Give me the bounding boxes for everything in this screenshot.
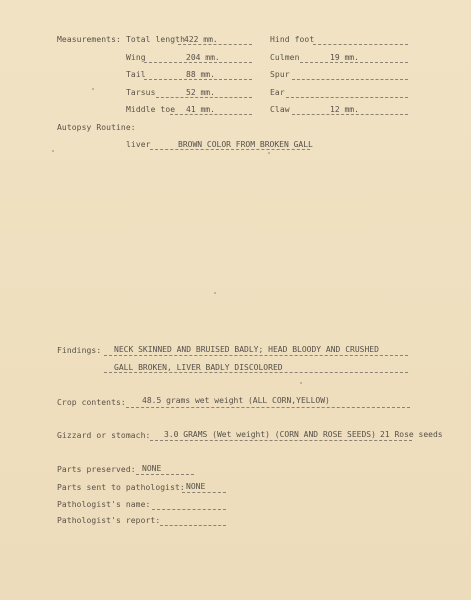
culmen-value: 19 mm. xyxy=(330,53,359,62)
total-length-label: Total length xyxy=(126,35,185,44)
autopsy-heading: Autopsy Routine: xyxy=(57,123,136,132)
findings-value-1: NECK SKINNED AND BRUISED BADLY; HEAD BLOODY AND CRUSHED xyxy=(114,345,379,354)
ear-line xyxy=(286,97,408,98)
parts-preserved-value: NONE xyxy=(142,464,162,473)
gizzard-label: Gizzard or stomach: xyxy=(57,431,151,440)
middle-toe-label: Middle toe xyxy=(126,105,176,114)
measurements-heading: Measurements: xyxy=(57,35,121,44)
parts-sent-value: NONE xyxy=(186,482,206,491)
liver-label: liver xyxy=(126,140,151,149)
claw-label: Claw xyxy=(270,105,290,114)
hind-foot-label: Hind foot xyxy=(270,35,315,44)
total-length-value: 422 mm. xyxy=(184,35,218,44)
crop-label: Crop contents: xyxy=(57,398,126,407)
culmen-label: Culmen xyxy=(270,53,300,62)
paper-speck xyxy=(92,88,94,90)
parts-preserved-line xyxy=(136,474,194,475)
parts-preserved-label: Parts preserved: xyxy=(57,465,136,474)
pathologist-report-line xyxy=(160,525,226,526)
findings-label: Findings: xyxy=(57,346,102,355)
gizzard-line xyxy=(150,440,412,441)
gizzard-extra: 21 Rose seeds xyxy=(380,430,443,439)
tarsus-value: 52 mm. xyxy=(186,88,215,97)
findings-value-2: GALL BROKEN, LIVER BADLY DISCOLORED xyxy=(114,363,283,372)
pathologist-name-line xyxy=(152,509,226,510)
tail-label: Tail xyxy=(126,70,146,79)
paper-speck xyxy=(268,152,270,154)
paper-speck xyxy=(300,382,302,384)
crop-line xyxy=(126,407,410,408)
spur-line xyxy=(292,79,408,80)
middle-toe-value: 41 mm. xyxy=(186,105,215,114)
parts-sent-line xyxy=(182,492,226,493)
paper-speck xyxy=(214,292,216,294)
wing-value: 204 mm. xyxy=(186,53,220,62)
wing-label: Wing xyxy=(126,53,146,62)
liver-value: BROWN COLOR FROM BROKEN GALL xyxy=(178,140,313,149)
pathologist-report-label: Pathologist's report: xyxy=(57,516,161,525)
tail-value: 88 mm. xyxy=(186,70,215,79)
ear-label: Ear xyxy=(270,88,285,97)
tarsus-label: Tarsus xyxy=(126,88,156,97)
paper-speck xyxy=(52,150,54,152)
hind-foot-line xyxy=(313,44,408,45)
claw-value: 12 mm. xyxy=(330,105,359,114)
crop-value: 48.5 grams wet weight (ALL CORN,YELLOW) xyxy=(142,396,330,405)
parts-sent-label: Parts sent to pathologist: xyxy=(57,483,185,492)
gizzard-value: 3.0 GRAMS (Wet weight) (CORN AND ROSE SEEDS) xyxy=(164,430,376,439)
findings-line-1 xyxy=(104,355,408,356)
spur-label: Spur xyxy=(270,70,290,79)
pathologist-name-label: Pathologist's name: xyxy=(57,500,151,509)
